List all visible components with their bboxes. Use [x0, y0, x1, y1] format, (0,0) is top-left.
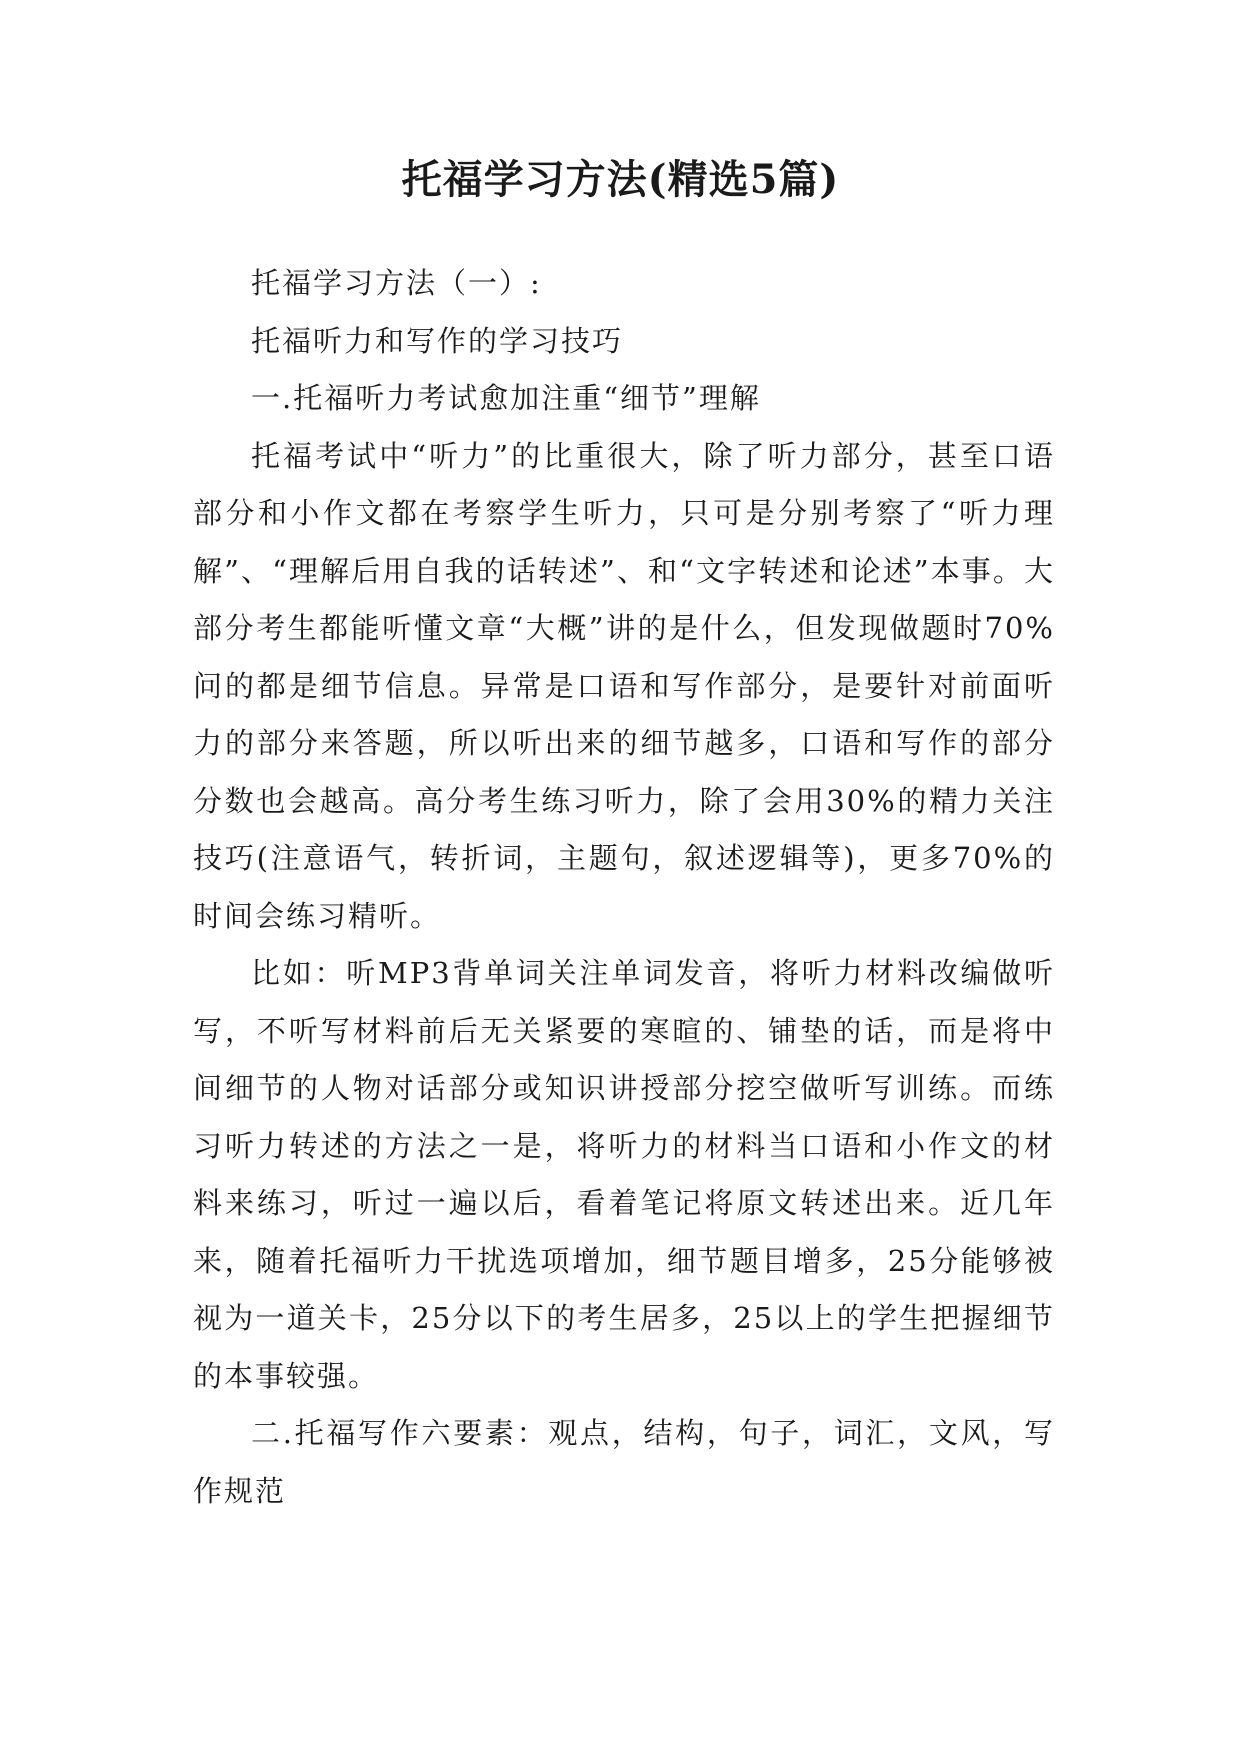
- document-body: [193, 255, 1055, 1520]
- subheading-listening-writing: 托福听力和写作的学习技巧: [251, 323, 624, 358]
- body-paragraph-listening: 托福考试中“听力”的比重很大，除了听力部分，甚至口语部分和小作文都在考察学生听力，只可是分别考察了“听力理解”、“理解后用自我的话转述”、和“文字转述和论述”本事。大部分考生都能听懂文章“大概”讲的是什么，但发现做题时70%问的都是细节信息。异常是口语和写作部分，是要针对前面听力的部分来答题，所以听出来的细节越多，口语和写作的部分分数也会越高。高分考生练习听力，除了会用30%的精力关注技巧(注意语气，转折词，主题句，叙述逻辑等)，更多70%的时间会练习精听。: [193, 438, 1055, 933]
- section-heading-1: 托福学习方法（一）:: [251, 266, 542, 300]
- body-paragraph-example: 比如：听MP3背单词关注单词发音，将听力材料改编做听写，不听写材料前后无关紧要的寒暄的、铺垫的话，而是将中间细节的人物对话部分或知识讲授部分挖空做听写训练。而练习听力转述的方法之一是，将听力的材料当口语和小作文的材料来练习，听过一遍以后，看着笔记将原文转述出来。近几年来，随着托福听力干扰选项增加，细节题目增多，25分能够被视为一道关卡，25分以下的考生居多，25以上的学生把握细节的本事较强。: [193, 956, 1055, 1393]
- point-heading-1: 一.托福听力考试愈加注重“细节”理解: [251, 381, 761, 415]
- point-heading-2: 二.托福写作六要素：观点，结构，句子，词汇，文风，写作规范: [193, 1416, 1055, 1508]
- document-title: 托福学习方法(精选5篇): [401, 156, 840, 203]
